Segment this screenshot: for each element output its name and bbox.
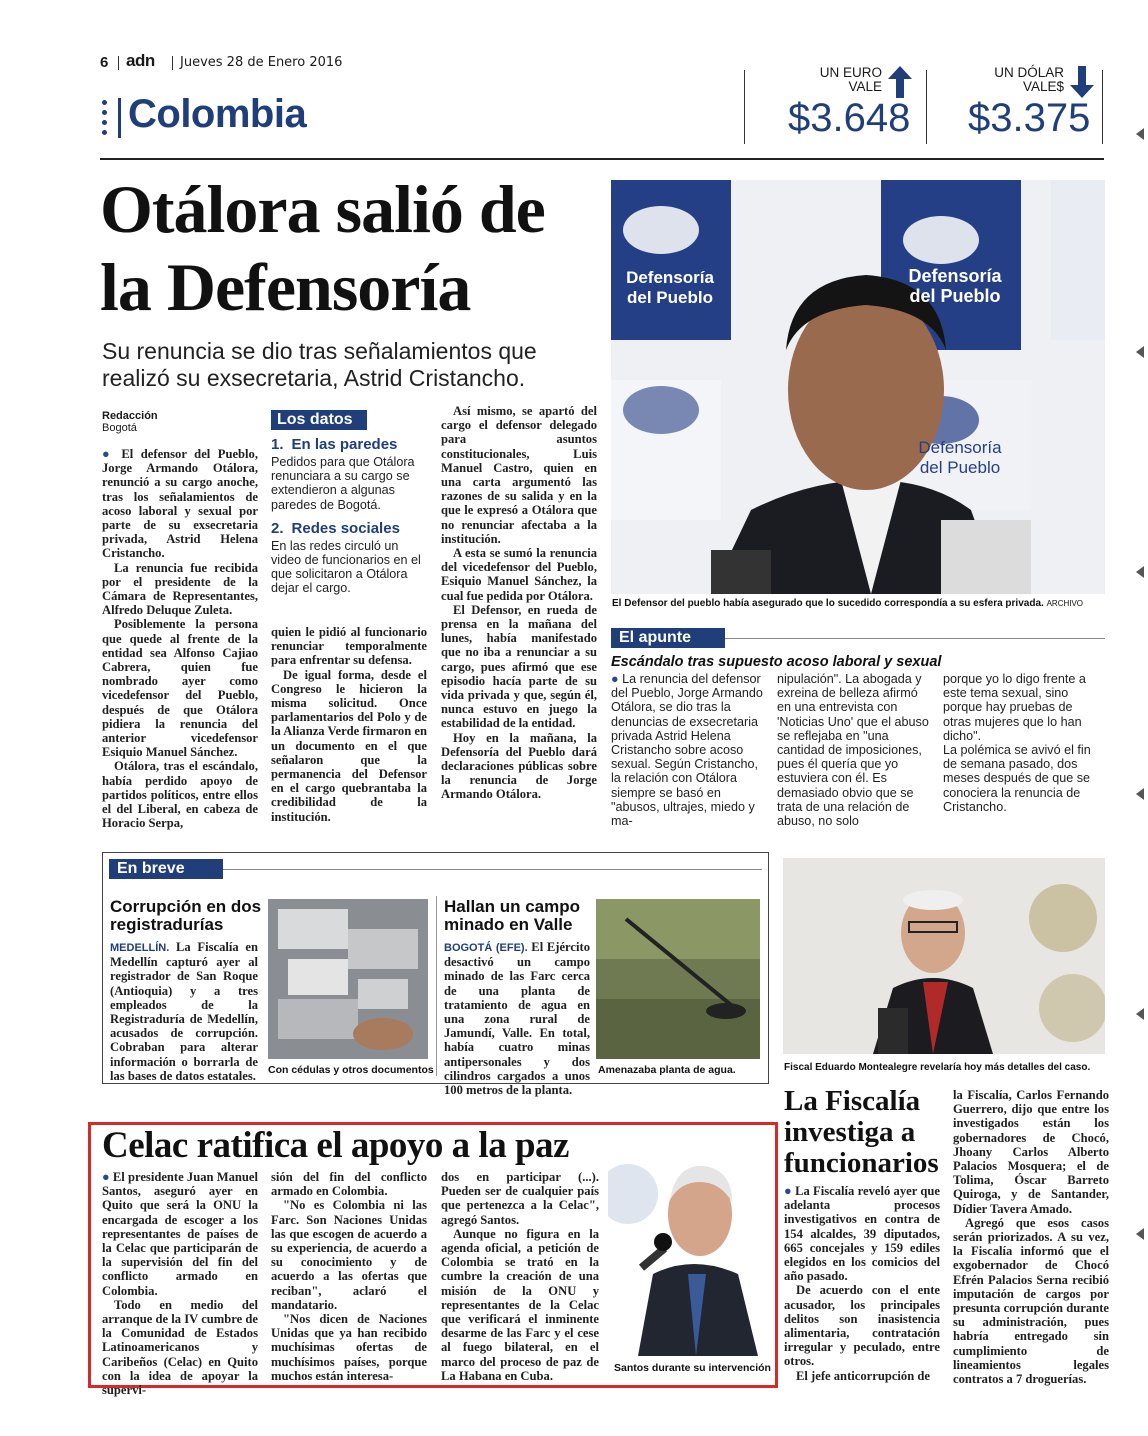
celac-headline: Celac ratifica el apoyo a la paz: [102, 1125, 569, 1166]
breve-story2-text: BOGOTÁ (EFE). El Ejército desactivó un campo minado de las Farc cerca de una planta de tratamiento de agua en una zona rural de Jamundí, Valle. En total, había cuatro minas antipersonales y dos cilindros cargados a unos 100 metros de la planta.: [444, 940, 590, 1098]
registraduria-photo: [268, 899, 428, 1059]
el-apunte-col1: ● La renuncia del defensor del Pueblo, Jorge Armando Otálora, se dio tras la denuncias de exsecretaria privada Astrid Helena Cristancho sobre acoso sexual. Según Cristancho, la relación con Otálora siempre se basó en "abusos, ultrajes, miedo y ma-: [611, 672, 763, 829]
main-col1: ● El defensor del Pueblo, Jorge Armando Otálora, renunció a su cargo anoche, tras los señalamientos de acoso laboral y sexual por parte de su exsecretaria privada, Astrid Helena Cristancho. La renuncia fue recibida por el presidente de la Cámara de Representantes, Alfredo Deluque Zuleta. Posiblemente la persona que quede al frente de la entidad sea Alfonso Cajiao Cabrera, quien fue nombrado ayer como vicedefensor del Pueblo, después de que Otálora pidiera la renuncia del anterior vicedefensor Esiquio Manuel Sánchez. Otálora, tras el escándalo, había perdido apoyo de partidos políticos, entre ellos el del Liberal, en cabeza de Horacio Serpa,: [102, 447, 258, 831]
main-subhead: Su renuncia se dio tras señalamientos que realizó su exsecretaria, Astrid Cristancho.: [102, 338, 537, 391]
dollar-label: UN DÓLAR VALE$: [994, 65, 1064, 94]
el-apunte-headline: Escándalo tras supuesto acoso laboral y sexual: [611, 654, 942, 670]
header-divider-2: [172, 56, 173, 70]
breve-story1-title: Corrupción en dos registradurías: [110, 897, 262, 934]
page-number: 6: [100, 54, 109, 71]
defensor-photo: [611, 180, 1105, 594]
main-col3: Así mismo, se apartó del cargo el defensor delegado para asuntos constitucionales, Luis Manuel Castro, quien en una carta argumentó las razones de su salida y en la que le expresó a Otálora que no renunciar afectaba a la institución. A esta se sumó la renuncia del vicedefensor del Pueblo, Esiquio Manuel Sánchez, la cual fue pedida por Otálora. El Defensor, en rueda de prensa en la mañana del lunes, había manifestado que no iba a renunciar a su cargo, pues afirmó que ese episodio hacía parte de su vida privada y que, según él, nunca estuvo en juego la estabilidad de la entidad. Hoy en la mañana, la Defensoría del Pueblo dará declaraciones públicas sobre la renuncia de Jorge Armando Otálora.: [441, 404, 597, 802]
el-apunte-col3: porque yo lo digo frente a este tema sexual, sino porque hay pruebas de otras mujeres que lo han dicho". La polémica se avivó el fin de semana pasado, dos meses después de que se conociera la renuncia de Cristancho.: [943, 672, 1091, 814]
celac-col3: dos en participar (...). Pueden ser de cualquier país que pertenezca a la Celac", agregó Santos. Aunque no figura en la agenda oficial, a petición de Colombia se trató en la cumbre la creación de una misión de la ONU y representantes de la Celac que verificará el inminente desarme de las Farc y el cese al fuego bilateral, en el marco del proceso de paz de La Habana en Cuba.: [441, 1170, 599, 1383]
currency-divider-right: [1102, 70, 1103, 144]
datos-item1-text: Pedidos para que Otálora renunciara a su cargo se extendieron a algunas paredes de Bogotá.: [271, 455, 415, 512]
fiscalia-col1: ● La Fiscalía reveló ayer que adelanta procesos investigativos en contra de 154 alcaldes, 39 diputados, 665 concejales y 159 ediles elegidos en los comicios del año pasado. De acuerdo con el ente acusador, los principales delitos son inasistencia alimentaria, contratación irregular y peculado, entre otros. El jefe anticorrupción de: [784, 1184, 940, 1383]
page-edge-mark: [1136, 1228, 1144, 1240]
datos-item2-title: Redes sociales: [291, 519, 400, 537]
el-apunte-box: [611, 628, 1105, 828]
page-edge-mark: [1136, 346, 1144, 358]
santos-photo: [608, 1134, 774, 1356]
fiscalia-col2: la Fiscalía, Carlos Fernando Guerrero, dijo que entre los investigados están los gobernadores de Chocó, Jhoany Carlos Alberto Palacios Mosquera; el de Tolima, Óscar Barreto Quiroga, y de Santander, Dídier Tavera Amado. Agregó que esos casos serán priorizados. A su vez, la Fiscalía informó que el exgobernador de Chocó Efrén Palacios Serna recibió imputación de cargos por presunta corrupción durante su administración, pues habría entregado sin cumplimiento de lineamientos legales contratos a 7 droguerías.: [953, 1088, 1109, 1387]
euro-value: $3.648: [788, 96, 911, 140]
celac-col1: ● El presidente Juan Manuel Santos, aseguró ayer en Quito que será la ONU la encargada de escoger a los representantes de países de la Celac que participarán de la supervisión del fin del conflicto armado en Colombia. Todo en medio del arranque de la IV cumbre de la Comunidad de Estados Latinoamericanos y Caribeños (Celac) en Quito con la idea de apoyar la supervi-: [102, 1170, 258, 1398]
fiscal-photo: [783, 858, 1105, 1054]
photo-logo-text: Defensoría del Pueblo: [908, 266, 1002, 306]
currency-divider-mid: [926, 70, 927, 144]
registraduria-caption: Con cédulas y otros documentos: [268, 1064, 434, 1076]
minefield-caption: Amenazaba planta de agua.: [598, 1064, 736, 1076]
defensor-photo-caption: El Defensor del pueblo había asegurado que lo sucedido correspondía a su esfera privada. ARCHIVO: [612, 598, 1084, 609]
section-divider: [118, 98, 121, 138]
fiscalia-headline: La Fiscalía investiga a funcionarios: [784, 1085, 939, 1179]
los-datos-title: Los datos: [271, 410, 367, 430]
en-breve-label: En breve: [109, 859, 223, 879]
breve-story2-title: Hallan un campo minado en Valle: [444, 897, 581, 934]
datos-item2-number: 2.: [271, 519, 284, 537]
section-title: Colombia: [128, 92, 307, 136]
header-rule: [100, 158, 1104, 160]
page-edge-mark: [1136, 788, 1144, 800]
arrow-down-icon: [1070, 66, 1094, 98]
euro-label: UN EURO VALE: [819, 65, 882, 94]
issue-date: Jueves 28 de Enero 2016: [180, 55, 343, 70]
photo-logo-text-left: Defensoría del Pueblo: [626, 268, 714, 307]
main-headline: Otálora salió de la Defensoría: [100, 171, 545, 325]
santos-caption: Santos durante su intervención: [614, 1362, 771, 1374]
section-dots-icon: [102, 100, 108, 138]
dollar-value: $3.375: [968, 96, 1091, 140]
brand-logo: adn: [126, 51, 155, 70]
header-divider: [118, 56, 119, 70]
arrow-up-icon: [888, 66, 912, 98]
datos-item1-number: 1.: [271, 436, 284, 453]
currency-divider-left: [744, 70, 745, 144]
breve-story1-text: MEDELLÍN. La Fiscalía en Medellín capturó ayer al registrador de San Roque (Antioquia) y a tres empleados de la Registraduría de Medellín, acusados de corrupción. Cobraban para alterar información o borrarla de las bases de datos estatales.: [110, 940, 258, 1083]
el-apunte-label: El apunte: [611, 628, 725, 648]
celac-col2: sión del fin del conflicto armado en Colombia. "No es Colombia ni las Farc. Son Naciones Unidas las que escogen de acuerdo a su experiencia, de acuerdo a su conocimiento y de acuerdo a las ofertas que reciban", aclaró el mandatario. "Nos dicen de Naciones Unidas que ya han recibido muchísimas ofertas de muchísimos países, porque muchos están interesa-: [271, 1170, 427, 1383]
main-col2: quien le pidió al funcionario renunciar temporalmente para enfrentar su defensa. De igual forma, desde el Congreso le hicieron la misma solicitud. Once parlamentarios del Polo y de la Alianza Verde firmaron en un documento en el que señalaron que la permanencia del Defensor en el cargo quebrantaba la credibilidad de la institución.: [271, 625, 427, 824]
datos-item2-text: En las redes circuló un video de funcionarios en el que solicitaron a Otálora dejar el cargo.: [271, 538, 421, 596]
los-datos-box: [271, 410, 423, 596]
page-edge-mark: [1136, 128, 1144, 140]
page-edge-mark: [1136, 566, 1144, 578]
fiscal-photo-caption: Fiscal Eduardo Montealegre revelaría hoy más detalles del caso.: [784, 1062, 1091, 1073]
byline: Redacción Bogotá: [102, 410, 158, 434]
el-apunte-col2: nipulación". La abogada y exreina de belleza afirmó en una entrevista con 'Noticias Uno' que el abuso se reflejaba en "una cantidad de imposiciones, pues él quería que yo estuviera con él. Es demasiado obvio que se trata de una relación de abuso, no solo: [777, 672, 929, 829]
datos-item1-title: En las paredes: [291, 436, 398, 453]
photo-logo-text-lower: Defensoría del Pueblo: [918, 438, 1002, 477]
page-edge-mark: [1136, 1008, 1144, 1020]
breve-divider: [436, 896, 437, 1076]
minefield-photo: [596, 899, 760, 1059]
